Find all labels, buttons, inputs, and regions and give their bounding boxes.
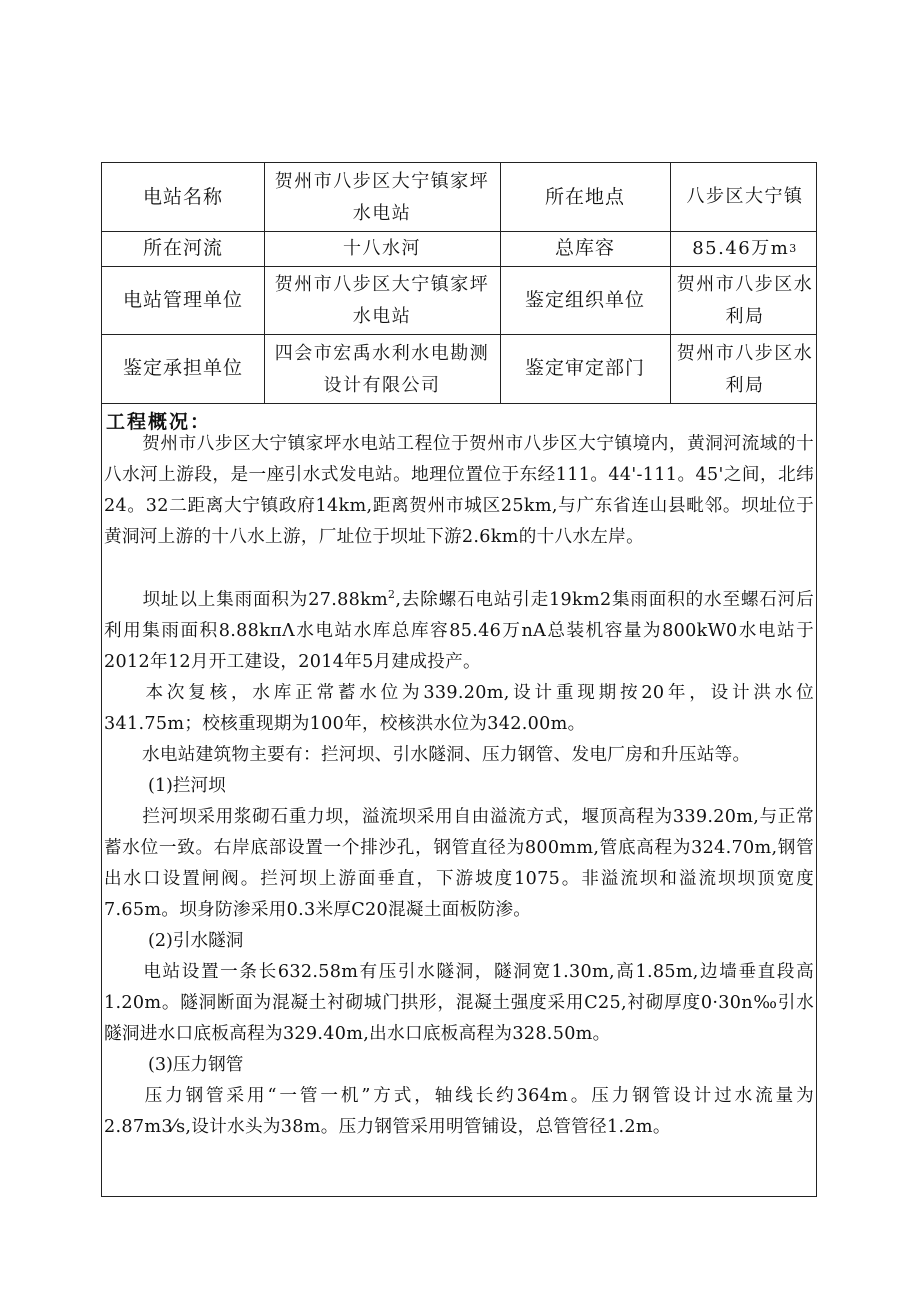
overview-paragraph xyxy=(104,585,814,678)
overview-paragraph xyxy=(104,802,814,926)
overview-title: 工程概况： xyxy=(106,411,212,433)
value-station-name: 贺州市八步区大宁镇家坪水电站 xyxy=(274,171,490,224)
label-approval-dept: 鉴定审定部门 xyxy=(524,357,645,379)
overview-paragraph xyxy=(104,957,814,1050)
section-heading-penstock: (3)压力钢管 xyxy=(148,1055,244,1075)
value-organizing-unit: 贺州市八步区水利局 xyxy=(676,274,814,327)
value-approval-dept: 贺州市八步区水利局 xyxy=(676,342,814,396)
label-location: 所在地点 xyxy=(544,185,625,208)
value-management-unit: 贺州市八步区大宁镇家坪水电站 xyxy=(274,274,490,327)
value-undertaking-unit: 四会市宏禹水利水电勘测设计有限公司 xyxy=(274,342,490,396)
label-undertaking-unit: 鉴定承担单位 xyxy=(122,357,243,379)
appraisal-form xyxy=(101,162,817,1197)
area-unit-sup: 2 xyxy=(388,588,396,602)
paragraph-text: 电站设置一条长632.58m有压引水隧洞，隧洞宽1.30m,高1.85m,边墙垂直段高1.20m。隧洞断面为混凝土衬砌城门拱形，混凝土强度采用C25,衬砌厚度0·30n‰引水隧洞进水口底板高程为329.40m,出水口底板高程为328.50m。 xyxy=(104,962,814,1044)
paragraph-text: 拦河坝采用浆砌石重力坝，溢流坝采用自由溢流方式，堰顶高程为339.20m,与正常蓄水位一致。右岸底部设置一个排沙孔，钢管直径为800mm,管底高程为324.70m,钢管出水口设置闸阀。拦河坝上游面垂直，下游坡度1075。非溢流坝和溢流坝坝顶宽度7.65m。坝身防渗采用0.3米厚C20混凝土面板防渗。 xyxy=(104,807,814,920)
grid-line xyxy=(670,163,671,403)
overview-paragraph xyxy=(104,740,814,771)
label-organizing-unit: 鉴定组织单位 xyxy=(524,288,645,311)
grid-line xyxy=(102,403,816,404)
paragraph-text: 坝址以上集雨面积为27.88km xyxy=(142,590,389,610)
paragraph-text: ,去除螺石电站引走19km2集雨面积的水至螺石河后利用集雨面积8.88kπΛ水电站水库总库容85.46万nA总装机容量为800kW0水电站于2012年12月开工建设，2014年5月建成投产。 xyxy=(104,590,814,672)
label-station-name: 电站名称 xyxy=(142,185,223,208)
overview-paragraph xyxy=(104,1081,814,1143)
paragraph-text: 水电站建筑物主要有：拦河坝、引水隧洞、压力钢管、发电厂房和升压站等。 xyxy=(142,745,751,765)
capacity-text: 85.46万m xyxy=(692,237,790,259)
paragraph-text: 本次复核，水库正常蓄水位为339.20m,设计重现期按20年，设计洪水位341.75m；校核重现期为100年，校核洪水位为342.00m。 xyxy=(104,683,814,734)
value-river: 十八水河 xyxy=(343,237,421,259)
value-location: 八步区大宁镇 xyxy=(686,186,804,207)
section-heading-dam: (1)拦河坝 xyxy=(148,776,226,796)
paragraph-text: 压力钢管采用“一管一机”方式，轴线长约364m。压力钢管设计过水流量为2.87m3⁄s,设计水头为38m。压力钢管采用明管铺设，总管管径1.2m。 xyxy=(104,1086,814,1137)
paragraph-text: 贺州市八步区大宁镇家坪水电站工程位于贺州市八步区大宁镇境内，黄洞河流域的十八水河上游段，是一座引水式发电站。地理位置位于东经111。44'-111。45'之间，北纬24。32二距离大宁镇政府14km,距离贺州市城区25km,与广东省连山县毗邻。坝址位于黄洞河上游的十八水上游，厂址位于坝址下游2.6km的十八水左岸。 xyxy=(104,434,814,547)
overview-paragraph xyxy=(104,429,814,553)
label-river: 所在河流 xyxy=(142,237,223,259)
overview-paragraph xyxy=(104,678,814,740)
value-total-capacity: 85.46万m 3 xyxy=(672,231,818,266)
label-total-capacity: 总库容 xyxy=(554,237,615,259)
section-heading-tunnel: (2)引水隧洞 xyxy=(148,931,244,951)
label-management-unit: 电站管理单位 xyxy=(122,288,243,311)
grid-line xyxy=(264,163,265,403)
